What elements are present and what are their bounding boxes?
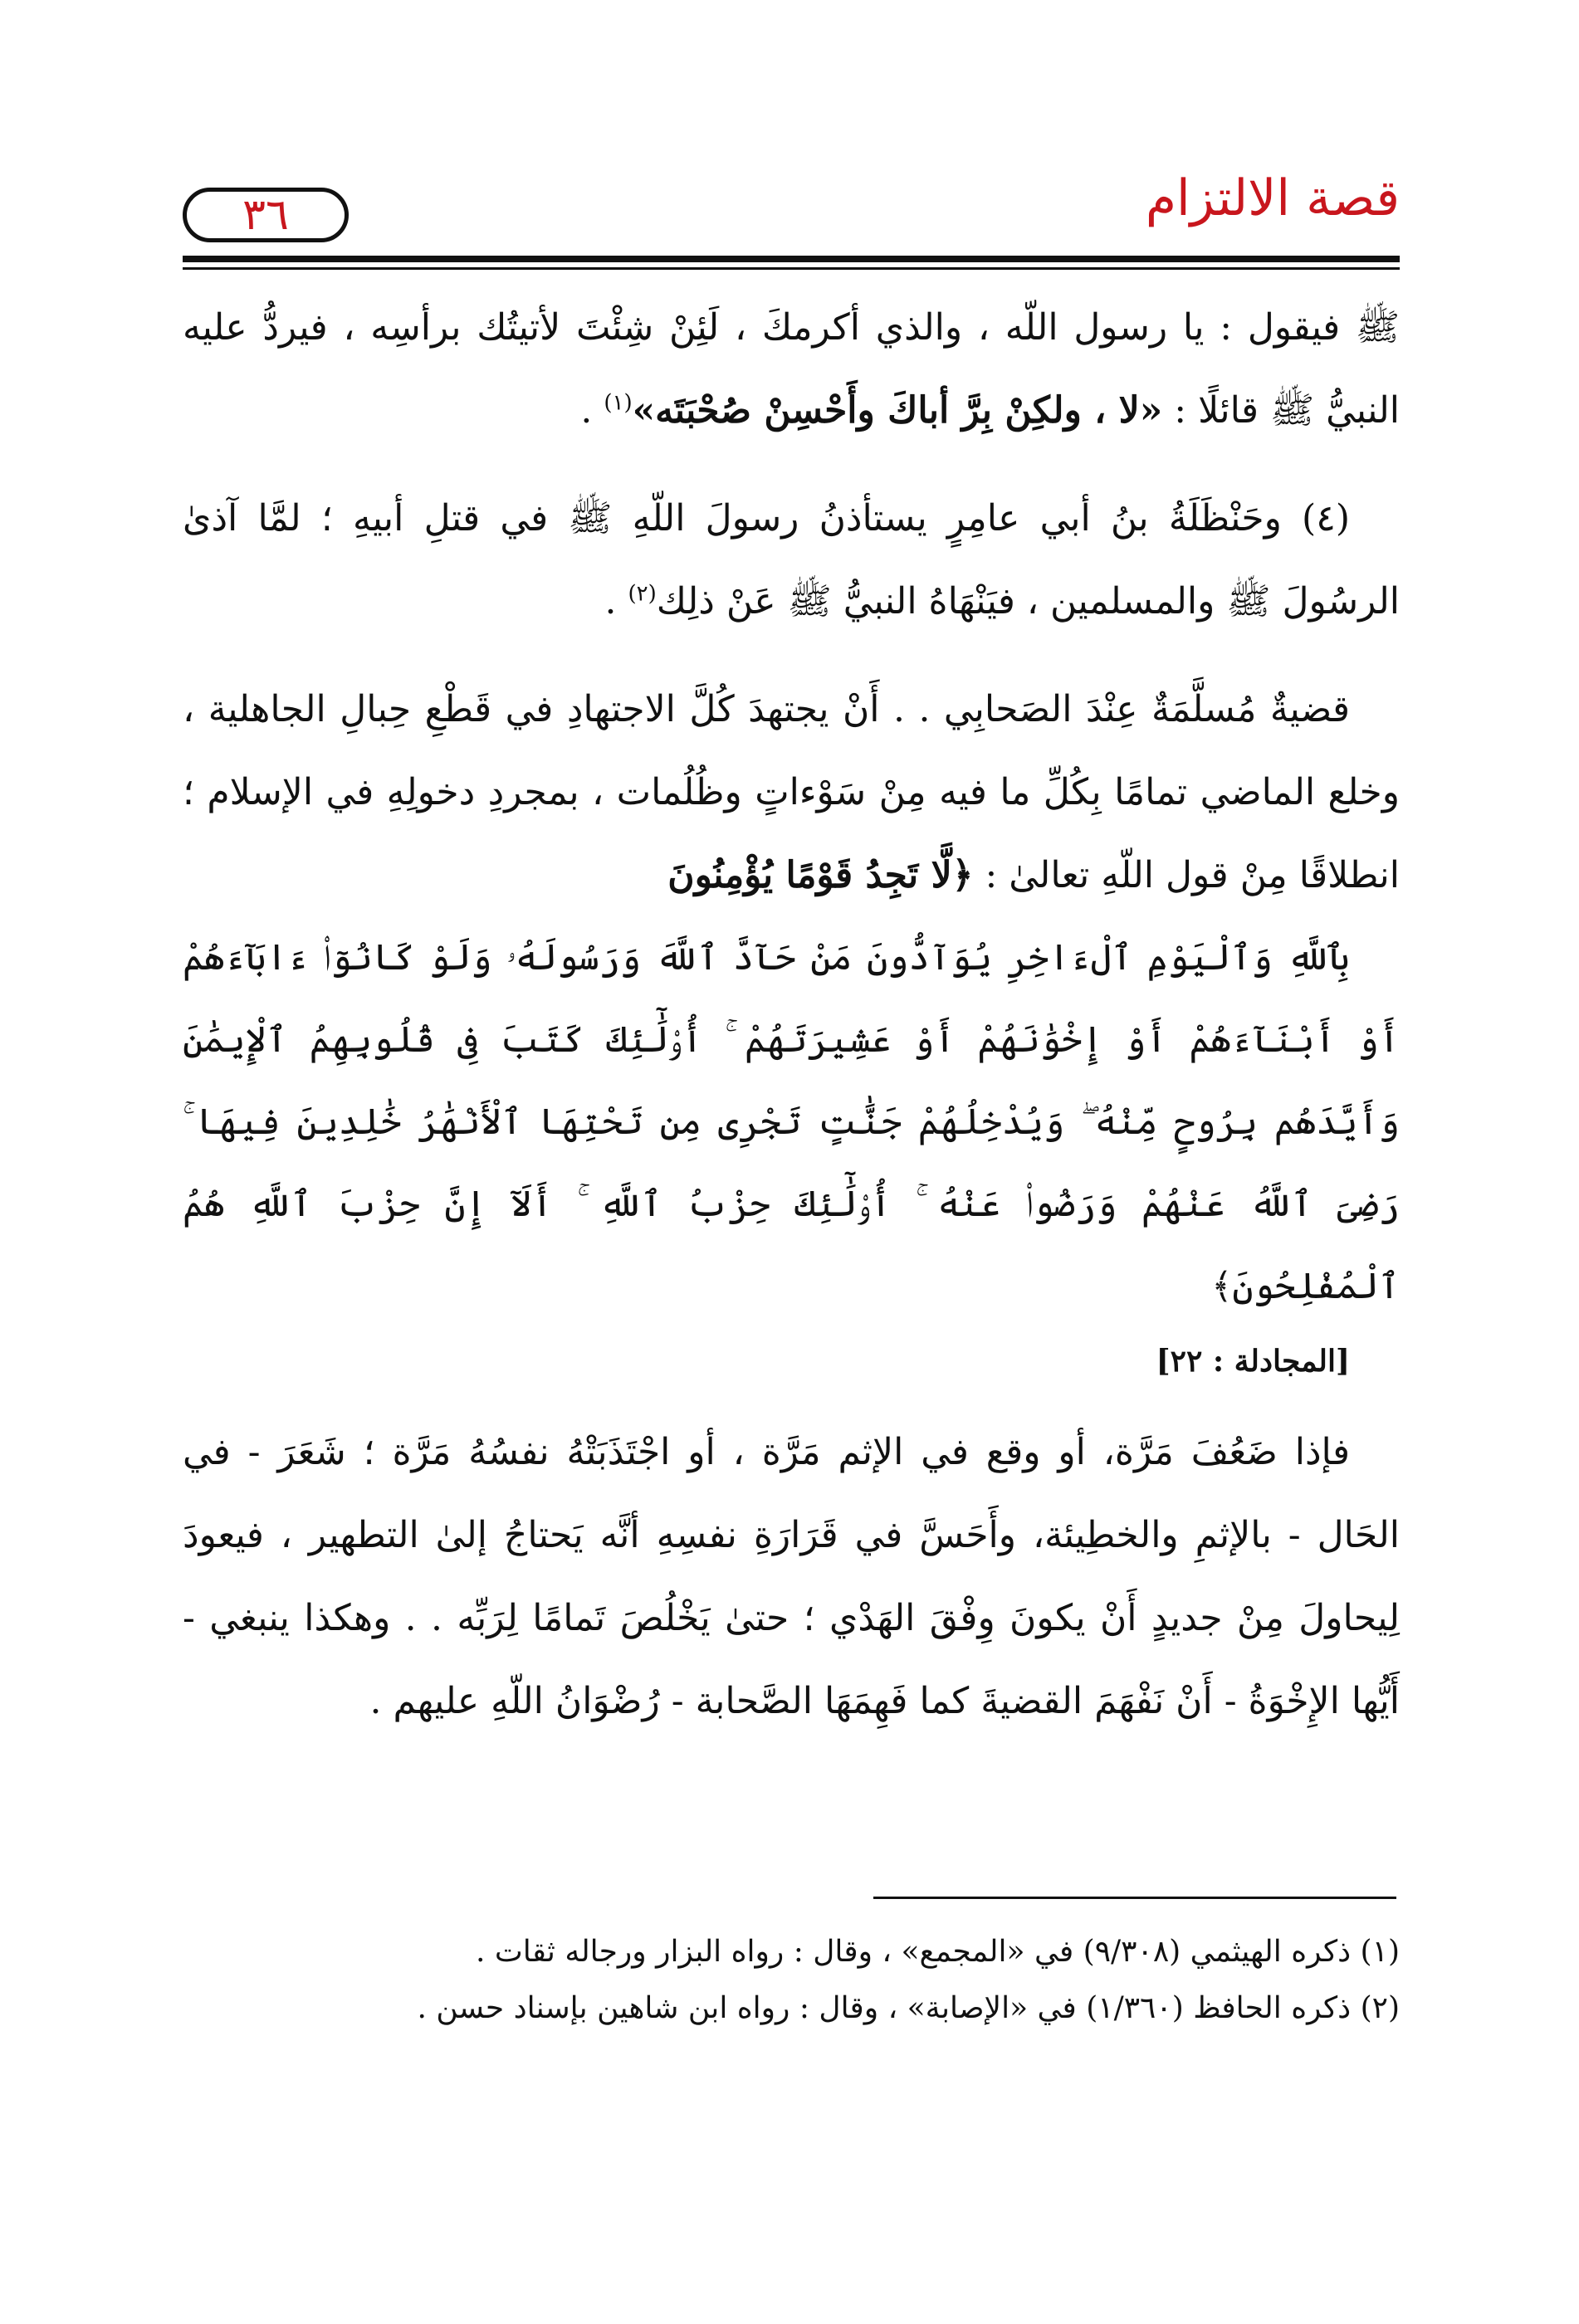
quran-opening: ﴿لَّا تَجِدُ قَوْمًا يُؤْمِنُونَ xyxy=(667,854,974,896)
paragraph-2 xyxy=(183,477,1400,643)
paragraph-4: فإذا ضَعُفَ مَرَّة، أو وقع في الإثم مَرَّة ، أو اجْتَذَبَتْهُ نفسُهُ مَرَّة ؛ شَعَرَ - في الحَال - بالإثمِ والخطِيئة، وأَحَسَّ في قَرَارَةِ نفسِهِ أنَّه يَحتاجُ إلىٰ التطهير ، فيعودَ لِيحاولَ مِنْ جديدٍ أَنْ يكونَ وِفْقَ الهَدْي ؛ حتىٰ يَخْلُصَ تَمامًا لِرَبِّه . . وهكذا ينبغي - أَيُّها الإِخْوَةُ - أَنْ نَفْهَمَ القضيةَ كما فَهِمَهَا الصَّحابة - رُضْوَانُ اللّهِ عليهم . xyxy=(183,1431,1400,1722)
footnote-separator xyxy=(873,1897,1396,1899)
paragraph-1 xyxy=(183,286,1400,452)
surah-reference: [المجادلة : ٢٢] xyxy=(1156,1344,1350,1379)
header-rule-thin xyxy=(183,267,1400,270)
paragraph-3-text: قضيةٌ مُسلَّمَةٌ عِنْدَ الصَحابِي . . أَنْ يجتهدَ كُلَّ الاجتهادِ في قَطْعِ حِبالِ الجاهلية ، وخلع الماضي تمامًا بِكُلِّ ما فيه مِنْ سَوْءاتٍ وظُلُمات ، بمجردِ دخولِهِ في الإسلام ؛ انطلاقًا مِنْ قول اللّهِ تعالىٰ : xyxy=(183,688,1400,896)
paragraph-2-end: . xyxy=(604,580,628,622)
footnote-2: (٢) ذكره الحافظ (١/٣٦٠) في «الإصابة» ، وقال : رواه ابن شاهين بإسناد حسن . xyxy=(417,1991,1400,2025)
paragraph-1-text: ﷺ فيقول : يا رسول اللّه ، والذي أكرمكَ ، لَئِنْ شِئْتَ لأتيتُك برأسِه ، فيردُّ عليه النبيُّ ﷺ قائلًا : xyxy=(183,306,1400,432)
page-header xyxy=(183,158,1400,257)
footnote-1: (١) ذكره الهيثمي (٩/٣٠٨) في «المجمع» ، وقال : رواه البزار ورجاله ثقات . xyxy=(475,1935,1400,1969)
page-number: ٣٦ xyxy=(183,188,349,242)
footnote-ref-1: (١) xyxy=(604,390,633,416)
footnote-ref-2: (٢) xyxy=(628,581,657,607)
hadith-quote: «لا ، ولكِنْ بِرَّ أباكَ وأَحْسِنْ صُحْبَتَه» xyxy=(632,389,1163,432)
running-title: قصة الالتزام xyxy=(1145,169,1400,227)
paragraph-3 xyxy=(183,668,1400,1386)
header-rule-thick xyxy=(183,256,1400,262)
paragraph-2-text: (٤) وحَنْظَلَةُ بنُ أبي عامِرٍ يستأذنُ رسولَ اللّهِ ﷺ في قتلِ أبيهِ ؛ لمَّا آذىٰ الرسُولَ ﷺ والمسلمين ، فيَنْهَاهُ النبيُّ ﷺ عَنْ ذلِك xyxy=(183,497,1400,622)
paragraph-1-end: . xyxy=(580,389,604,432)
quran-verse: بِٱللَّهِ وَٱلْيَوْمِ ٱلْءَاخِرِ يُوَآدُّونَ مَنْ حَآدَّ ٱللَّهَ وَرَسُولَهُۥ وَلَوْ كَانُوٓا۟ ءَابَآءَهُمْ أَوْ أَبْنَآءَهُمْ أَوْ إِخْوَٰنَهُمْ أَوْ عَشِيرَتَهُمْ ۚ أُو۟لَٰٓئِكَ كَتَبَ فِى قُلُوبِهِمُ ٱلْإِيمَٰنَ وَأَيَّدَهُم بِرُوحٍ مِّنْهُ ۖ وَيُدْخِلُهُمْ جَنَّٰتٍ تَجْرِى مِن تَحْتِهَا ٱلْأَنْهَٰرُ خَٰلِدِينَ فِيهَا ۚ رَضِىَ ٱللَّهُ عَنْهُمْ وَرَضُوا۟ عَنْهُ ۚ أُو۟لَٰٓئِكَ حِزْبُ ٱللَّهِ ۚ أَلَآ إِنَّ حِزْبَ ٱللَّهِ هُمُ ٱلْمُفْلِحُونَ﴾ xyxy=(183,937,1400,1307)
main-text xyxy=(183,286,1400,1743)
footnotes xyxy=(183,1924,1400,2037)
